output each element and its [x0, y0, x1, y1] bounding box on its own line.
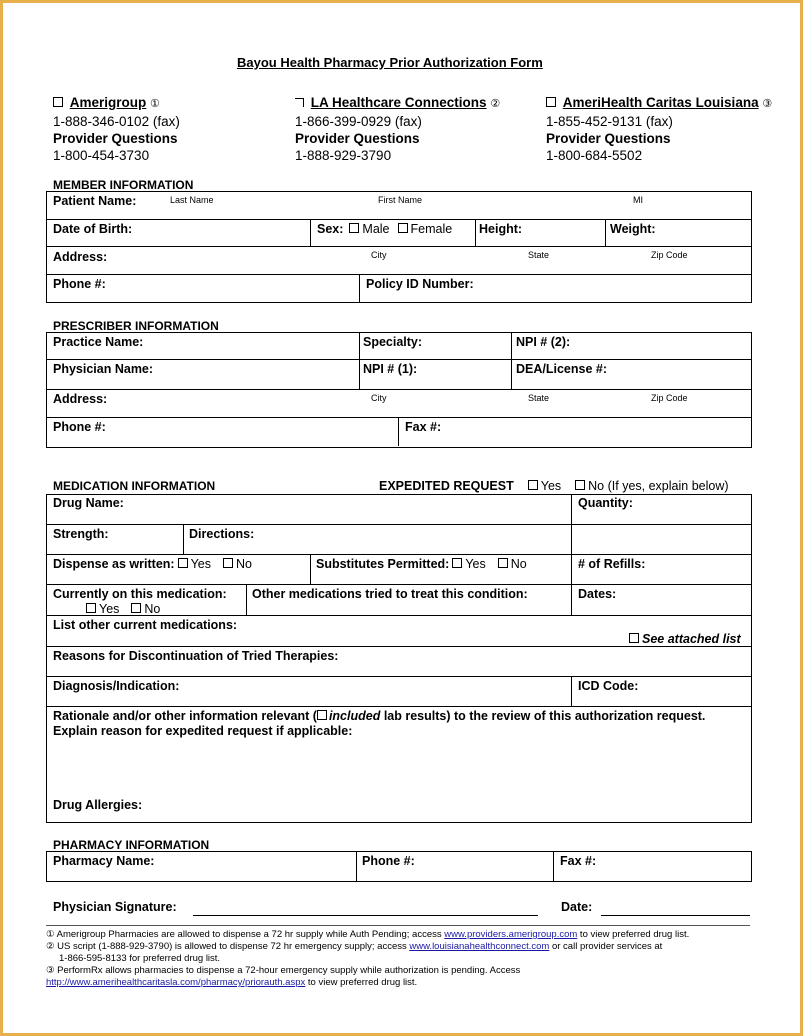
divider	[46, 554, 751, 555]
prescriber-fax-label: Fax #:	[405, 420, 442, 434]
divider	[359, 274, 360, 302]
member-address-label: Address:	[53, 250, 108, 264]
payer-fax: 1-866-399-0929 (fax)	[295, 114, 422, 129]
date-line[interactable]	[601, 915, 750, 916]
yes-label: Yes	[99, 602, 120, 616]
see-attached-checkbox[interactable]	[629, 633, 639, 643]
divider	[571, 554, 572, 615]
footnote-divider	[46, 925, 750, 926]
yes-label: Yes	[465, 557, 486, 571]
zip-hint: Zip Code	[651, 393, 688, 403]
divider	[511, 332, 512, 389]
refills-label: # of Refills:	[578, 557, 646, 571]
npi1-label: NPI # (1):	[363, 362, 418, 376]
payer-questions-label: Provider Questions	[546, 131, 671, 146]
dea-license-label: DEA/License #:	[516, 362, 608, 376]
sex-field	[317, 222, 452, 236]
state-hint: State	[528, 250, 550, 260]
explain-hint: (If yes, explain below)	[607, 479, 729, 493]
divider	[46, 359, 751, 360]
member-section-heading: MEMBER INFORMATION	[53, 178, 194, 192]
diagnosis-label: Diagnosis/Indication:	[53, 679, 180, 693]
included-label: included	[328, 709, 381, 723]
footnote-2	[46, 941, 689, 953]
no-label: No	[510, 557, 527, 571]
divider	[46, 676, 751, 677]
see-attached	[626, 632, 741, 646]
currently-on-options	[83, 602, 160, 616]
zip-hint: Zip Code	[651, 250, 688, 260]
physician-name-label: Physician Name:	[53, 362, 154, 376]
explain-reason-label: Explain reason for expedited request if applicable:	[53, 724, 353, 738]
divider	[46, 246, 751, 247]
divider	[46, 389, 751, 390]
footnote-3-tail: to view preferred drug list.	[305, 977, 418, 988]
last-name-hint: Last Name	[170, 195, 214, 205]
divider	[571, 676, 572, 706]
prescriber-section-heading: PRESCRIBER INFORMATION	[53, 319, 219, 333]
payer-questions-label: Provider Questions	[53, 131, 178, 146]
pharmacy-section-heading: PHARMACY INFORMATION	[53, 838, 210, 852]
payer-name: AmeriHealth Caritas Louisiana	[562, 95, 759, 110]
male-label: Male	[362, 222, 390, 236]
payer-phone: 1-800-454-3730	[53, 148, 150, 163]
payer-amerigroup	[53, 94, 180, 164]
substitutes-no-checkbox[interactable]	[498, 558, 508, 568]
footnote-1-tail: to view preferred drug list.	[577, 929, 690, 940]
divider	[46, 584, 751, 585]
payer-questions-label: Provider Questions	[295, 131, 420, 146]
divider	[310, 554, 311, 584]
specialty-label: Specialty:	[363, 335, 423, 349]
divider	[246, 584, 247, 615]
footnote-3-line2	[46, 977, 689, 989]
policy-id-label: Policy ID Number:	[366, 277, 474, 291]
footnote-marker: ①	[150, 98, 160, 110]
other-meds-label: Other medications tried to treat this condition:	[252, 587, 528, 601]
date-label: Date:	[561, 900, 593, 914]
reasons-label: Reasons for Discontinuation of Tried Therapies:	[53, 649, 339, 663]
medication-section-heading: MEDICATION INFORMATION	[53, 479, 216, 493]
prescriber-phone-label: Phone #:	[53, 420, 106, 434]
drug-allergies-label: Drug Allergies:	[53, 798, 143, 812]
divider	[553, 851, 554, 881]
list-other-meds-label: List other current medications:	[53, 618, 238, 632]
rationale-text-a: Rationale and/or other information relevant (	[53, 709, 317, 723]
practice-name-label: Practice Name:	[53, 335, 144, 349]
no-label: No	[144, 602, 161, 616]
footnotes	[46, 929, 689, 989]
currently-on-label: Currently on this medication:	[53, 587, 227, 601]
city-hint: City	[371, 250, 387, 260]
current-yes-checkbox[interactable]	[86, 603, 96, 613]
payer-fax: 1-855-452-9131 (fax)	[546, 114, 673, 129]
footnote-2-text: ② US script (1-888-929-3790) is allowed to dispense 72 hr emergency supply; access	[46, 941, 410, 952]
pharmacy-name-label: Pharmacy Name:	[53, 854, 155, 868]
no-label: No	[588, 479, 605, 493]
divider	[46, 646, 751, 647]
amerihealth-link[interactable]: http://www.amerihealthcaritasla.com/pharmacy/priorauth.aspx	[46, 977, 306, 988]
no-label: No	[235, 557, 252, 571]
strength-label: Strength:	[53, 527, 109, 541]
city-hint: City	[371, 393, 387, 403]
weight-label: Weight:	[610, 222, 656, 236]
yes-label: Yes	[540, 479, 562, 493]
payer-name: LA Healthcare Connections	[310, 95, 487, 110]
amerigroup-checkbox[interactable]	[53, 97, 63, 107]
quantity-label: Quantity:	[578, 496, 633, 510]
dispense-label: Dispense as written:	[53, 557, 175, 571]
dob-label: Date of Birth:	[53, 222, 133, 236]
la-healthcare-checkbox[interactable]	[295, 98, 304, 107]
divider	[310, 219, 311, 246]
rationale-text-b: lab results) to the review of this authorization request.	[383, 709, 706, 723]
dispense-yes-checkbox[interactable]	[178, 558, 188, 568]
divider	[571, 494, 572, 554]
expedited-no-checkbox[interactable]	[575, 480, 585, 490]
divider	[183, 524, 184, 554]
see-attached-label: See attached list	[642, 632, 741, 646]
dispense-as-written	[53, 557, 252, 571]
payer-la-healthcare	[295, 94, 500, 164]
directions-label: Directions:	[189, 527, 255, 541]
current-no-checkbox[interactable]	[131, 603, 141, 613]
signature-line[interactable]	[193, 915, 538, 916]
amerigroup-link[interactable]: www.providers.amerigroup.com	[444, 929, 578, 940]
amerihealth-checkbox[interactable]	[546, 97, 556, 107]
drug-name-label: Drug Name:	[53, 496, 124, 510]
npi2-label: NPI # (2):	[516, 335, 571, 349]
female-label: Female	[410, 222, 453, 236]
prescriber-address-label: Address:	[53, 392, 108, 406]
rationale-line	[53, 709, 705, 723]
louisiana-health-link[interactable]: www.louisianahealthconnect.com	[409, 941, 550, 952]
footnote-marker: ②	[490, 98, 501, 110]
divider	[475, 219, 476, 246]
state-hint: State	[528, 393, 550, 403]
payer-amerihealth	[546, 94, 772, 164]
footnote-1	[46, 929, 689, 941]
divider	[46, 219, 751, 220]
footnote-2-tail: or call provider services at	[549, 941, 663, 952]
divider	[359, 332, 360, 389]
divider	[46, 274, 751, 275]
divider	[46, 524, 751, 525]
divider	[605, 219, 606, 246]
male-checkbox[interactable]	[349, 223, 359, 233]
height-label: Height:	[479, 222, 523, 236]
expedited-yes-checkbox[interactable]	[528, 480, 538, 490]
female-checkbox[interactable]	[398, 223, 408, 233]
expedited-label: EXPEDITED REQUEST	[379, 479, 514, 493]
payer-name: Amerigroup	[69, 95, 147, 110]
dispense-no-checkbox[interactable]	[223, 558, 233, 568]
divider	[356, 851, 357, 881]
first-name-hint: First Name	[378, 195, 423, 205]
divider	[398, 417, 399, 446]
substitutes-permitted	[316, 557, 527, 571]
footnote-3: ③ PerformRx allows pharmacies to dispense a 72-hour emergency supply while authorization is pending. Access	[46, 965, 521, 976]
substitutes-yes-checkbox[interactable]	[452, 558, 462, 568]
member-phone-label: Phone #:	[53, 277, 106, 291]
dates-label: Dates:	[578, 587, 617, 601]
icd-code-label: ICD Code:	[578, 679, 639, 693]
prescriber-table	[46, 332, 752, 448]
form-title: Bayou Health Pharmacy Prior Authorization Form	[237, 55, 543, 70]
footnote-2-line2: 1-866-595-8133 for preferred drug list.	[59, 953, 221, 964]
sex-label: Sex:	[317, 222, 344, 236]
yes-label: Yes	[190, 557, 211, 571]
payer-phone: 1-800-684-5502	[546, 148, 643, 163]
divider	[46, 706, 751, 707]
pharmacy-fax-label: Fax #:	[560, 854, 597, 868]
footnote-1-text: ① Amerigroup Pharmacies are allowed to dispense a 72 hr supply while Auth Pending; access	[46, 929, 445, 940]
expedited-request	[379, 479, 729, 493]
payer-fax: 1-888-346-0102 (fax)	[53, 114, 180, 129]
patient-name-label: Patient Name:	[53, 194, 137, 208]
payer-phone: 1-888-929-3790	[295, 148, 392, 163]
footnote-marker: ③	[762, 98, 773, 110]
included-checkbox[interactable]	[317, 710, 327, 720]
pharmacy-phone-label: Phone #:	[362, 854, 415, 868]
substitutes-label: Substitutes Permitted:	[316, 557, 450, 571]
physician-signature-label: Physician Signature:	[53, 900, 177, 914]
mi-hint: MI	[633, 195, 643, 205]
